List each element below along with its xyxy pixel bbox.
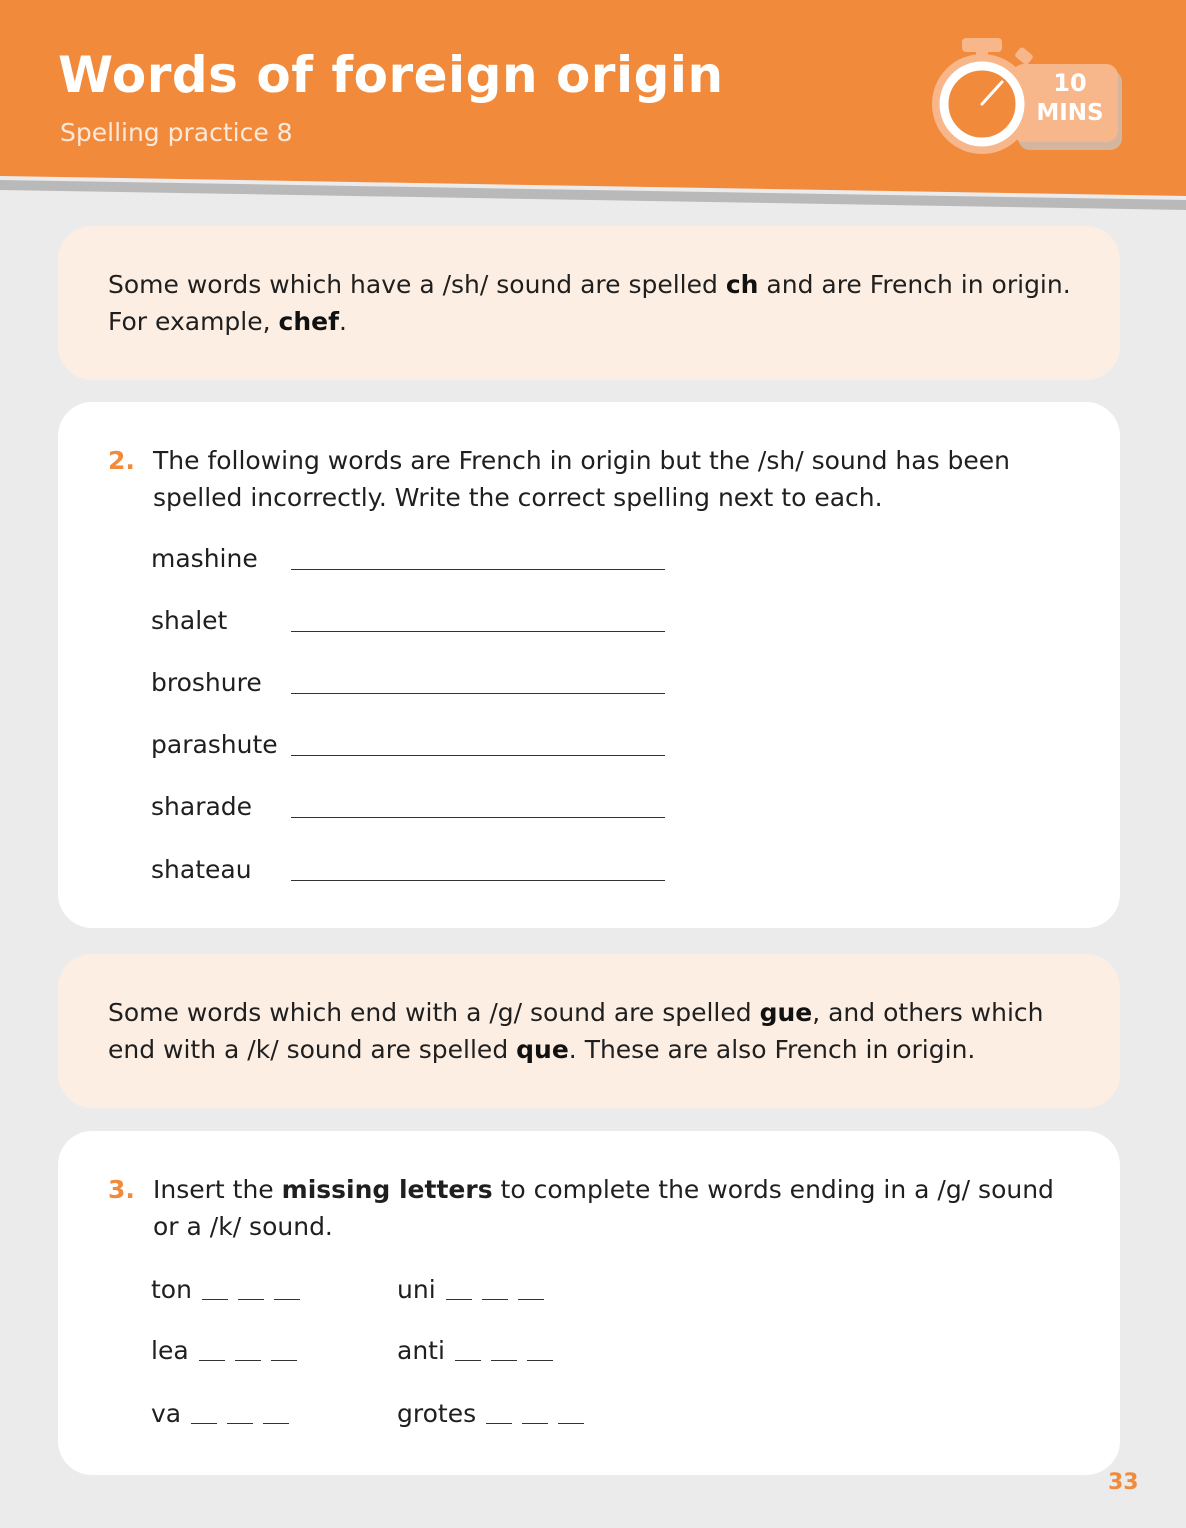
info-box-gue-que [58,954,1120,1108]
info-text [108,994,1080,1068]
misspelled-word: parashute [151,730,278,759]
letter-blank[interactable] [235,1360,261,1361]
answer-line[interactable] [291,569,665,570]
gap-word [397,1270,544,1310]
question-text-part: to complete the words ending in a /g/ sound or a /k/ sound. [153,1175,1054,1241]
letter-blank[interactable] [455,1360,481,1361]
question-bold-part: missing letters [281,1175,493,1204]
letter-blank[interactable] [522,1423,548,1424]
letter-blank[interactable] [558,1423,584,1424]
info-bold-ch: ch [725,270,759,299]
info-text [108,266,1080,340]
letter-blank[interactable] [191,1423,217,1424]
letter-blank[interactable] [274,1299,300,1300]
timer-number: 10 [1053,69,1087,97]
info-text-part: . These are also French in origin. [568,1035,976,1064]
info-text-part: , and others which end with a /k/ sound are spelled [108,998,1044,1064]
info-text-part: Some words which have a /sh/ sound are spelled [108,270,726,299]
info-text-part: Some words which end with a /g/ sound are spelled [108,998,760,1027]
letter-blank[interactable] [491,1360,517,1361]
word-stem: va [151,1399,182,1428]
word-stem: grotes [397,1399,477,1428]
word-stem: lea [151,1336,189,1365]
word-stem: uni [397,1275,436,1304]
misspelled-word: mashine [151,544,258,573]
letter-blank[interactable] [271,1360,297,1361]
letter-blank[interactable] [527,1360,553,1361]
page-subtitle: Spelling practice 8 [60,118,293,147]
letter-blank[interactable] [199,1360,225,1361]
info-text-part: . [338,307,347,336]
info-bold-chef: chef [278,307,339,336]
gap-word [397,1394,584,1434]
answer-line[interactable] [291,755,665,756]
letter-blank[interactable] [486,1423,512,1424]
info-box-sh-sound [58,226,1120,380]
word-stem: anti [397,1336,445,1365]
timer-unit: MINS [1036,100,1104,126]
timer-label [1028,68,1112,128]
gap-word [397,1331,553,1371]
gap-word [151,1270,300,1310]
letter-blank[interactable] [518,1299,544,1300]
question-text: The following words are French in origin but the /sh/ sound has been spelled incorrectly. Write the correct spelling next to each. [153,446,1011,512]
answer-line[interactable] [291,631,665,632]
letter-blank[interactable] [227,1423,253,1424]
page-title: Words of foreign origin [58,46,724,104]
page-number: 33 [1108,1470,1139,1495]
misspelled-word: shalet [151,606,228,635]
info-bold-gue: gue [759,998,813,1027]
question-number: 3. [108,1175,135,1204]
exercise-2-panel [58,402,1120,928]
letter-blank[interactable] [202,1299,228,1300]
question-text-part: Insert the [153,1175,282,1204]
info-text-part: and are French in origin. For example, [108,270,1071,336]
letter-blank[interactable] [446,1299,472,1300]
word-stem: ton [151,1275,192,1304]
letter-blank[interactable] [263,1423,289,1424]
answer-line[interactable] [291,880,665,881]
question-text [153,1171,1080,1245]
misspelled-word: sharade [151,792,253,821]
exercise-3-panel [58,1131,1120,1475]
answer-line[interactable] [291,693,665,694]
misspelled-word: shateau [151,855,252,884]
letter-blank[interactable] [238,1299,264,1300]
gap-word [151,1331,297,1371]
info-bold-que: que [516,1035,569,1064]
question-number: 2. [108,446,135,475]
letter-blank[interactable] [482,1299,508,1300]
misspelled-word: broshure [151,668,262,697]
gap-word [151,1394,289,1434]
answer-line[interactable] [291,817,665,818]
